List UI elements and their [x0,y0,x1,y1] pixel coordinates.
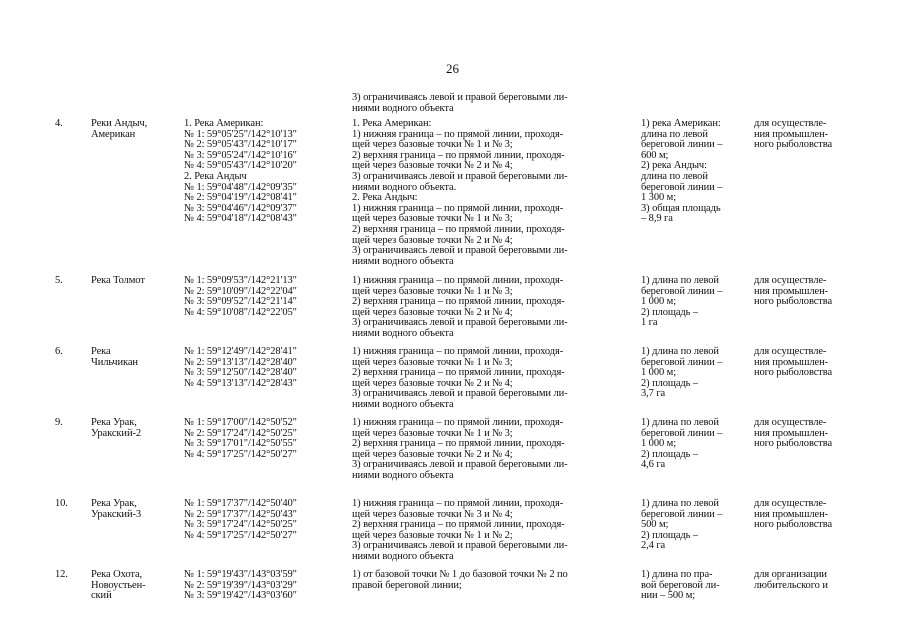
purpose: для осуществле- ния промышлен- ного рыболовства [754,346,833,379]
boundary-description: 1) нижняя граница – по прямой линии, проходя- щей через базовые точки № 1 и № 3; 2) верхняя граница – по прямой линии, проходя- щей через базовые точки № 2 и № 4; 3) ограничиваясь левой и правой береговыми ли- ниями водного объекта [352,346,568,410]
area-length: 1) длина по левой береговой линии – 1 000 м; 2) площадь – 3,7 га [641,346,723,400]
purpose: для организации любительского и [754,569,828,591]
water-body-name: Реки Андыч, Американ [91,118,148,140]
base-point-coordinates: № 1: 59°17'37"/142°50'40" № 2: 59°17'37"/142°50'43" № 3: 59°17'24"/142°50'25" № 4: 59°17'25"/142°50'27" [184,498,297,541]
base-point-coordinates: № 1: 59°09'53"/142°21'13" № 2: 59°10'09"/142°22'04" № 3: 59°09'52"/142°21'14" № 4: 59°10'08"/142°22'05" [184,275,297,318]
water-body-name: Река Толмот [91,275,145,286]
continuation-text: 3) ограничиваясь левой и правой береговыми ли- ниями водного объекта [352,92,568,114]
row-number: 9. [55,417,63,428]
purpose: для осуществле- ния промышлен- ного рыболовства [754,118,833,151]
boundary-description: 1) нижняя граница – по прямой линии, проходя- щей через базовые точки № 1 и № 3; 2) верхняя граница – по прямой линии, проходя- щей через базовые точки № 2 и № 4; 3) ограничиваясь левой и правой береговыми ли- ниями водного объекта [352,417,568,481]
row-number: 6. [55,346,63,357]
area-length: 1) длина по пра- вой береговой ли- нии – 500 м; [641,569,720,602]
area-length: 1) река Американ: длина по левой береговой линии – 600 м; 2) река Андыч: длина по левой береговой линии – 1 300 м; 3) общая площадь – 8,9 га [641,118,723,225]
water-body-name: Река Чильчикан [91,346,138,368]
row-number: 5. [55,275,63,286]
boundary-description: 1) нижняя граница – по прямой линии, проходя- щей через базовые точки № 1 и № 3; 2) верхняя граница – по прямой линии, проходя- щей через базовые точки № 2 и № 4; 3) ограничиваясь левой и правой береговыми ли- ниями водного объекта [352,275,568,339]
area-length: 1) длина по левой береговой линии – 1 000 м; 2) площадь – 4,6 га [641,417,723,471]
base-point-coordinates: № 1: 59°12'49"/142°28'41" № 2: 59°13'13"/142°28'40" № 3: 59°12'50"/142°28'40" № 4: 59°13'13"/142°28'43" [184,346,297,389]
base-point-coordinates: № 1: 59°19'43"/143°03'59" № 2: 59°19'39"/143°03'29" № 3: 59°19'42"/143°03'60" [184,569,297,602]
row-number: 10. [55,498,68,509]
water-body-name: Река Урак, Уракский-3 [91,498,142,520]
water-body-name: Река Урак, Уракский-2 [91,417,142,439]
base-point-coordinates: 1. Река Американ: № 1: 59°05'25"/142°10'13" № 2: 59°05'43"/142°10'17" № 3: 59°05'24"/142°10'16" № 4: 59°05'43"/142°10'20" 2. Река Андыч № 1: 59°04'48"/142°09'35" № 2: 59°04'19"/142°08'41" № 3: 59°04'46"/142°09'37" № 4: 59°04'18"/142°08'43" [184,118,297,225]
row-number: 4. [55,118,63,129]
boundary-description: 1. Река Американ: 1) нижняя граница – по прямой линии, проходя- щей через базовые точки № 1 и № 3; 2) верхняя граница – по прямой линии, проходя- щей через базовые точки № 2 и № 4; 3) ограничиваясь левой и правой береговыми ли- ниями водного объекта. 2. Река Андыч: 1) нижняя граница – по прямой линии, проходя- щей через базовые точки № 1 и № 3; 2) верхняя граница – по прямой линии, проходя- щей через базовые точки № 2 и № 4; 3) ограничиваясь левой и правой береговыми ли- ниями водного объекта [352,118,568,267]
purpose: для осуществле- ния промышлен- ного рыболовства [754,498,833,531]
area-length: 1) длина по левой береговой линии – 1 000 м; 2) площадь – 1 га [641,275,723,329]
water-body-name: Река Охота, Новоустьен- ский [91,569,146,602]
base-point-coordinates: № 1: 59°17'00"/142°50'52" № 2: 59°17'24"/142°50'25" № 3: 59°17'01"/142°50'55" № 4: 59°17'25"/142°50'27" [184,417,297,460]
purpose: для осуществле- ния промышлен- ного рыболовства [754,275,833,308]
boundary-description: 1) нижняя граница – по прямой линии, проходя- щей через базовые точки № 3 и № 4; 2) верхняя граница – по прямой линии, проходя- щей через базовые точки № 1 и № 2; 3) ограничиваясь левой и правой береговыми ли- ниями водного объекта [352,498,568,562]
area-length: 1) длина по левой береговой линии – 500 м; 2) площадь – 2,4 га [641,498,723,552]
purpose: для осуществле- ния промышлен- ного рыболовства [754,417,833,450]
page-number: 26 [446,61,459,76]
boundary-description: 1) от базовой точки № 1 до базовой точки № 2 по правой береговой линии; [352,569,568,591]
row-number: 12. [55,569,68,580]
